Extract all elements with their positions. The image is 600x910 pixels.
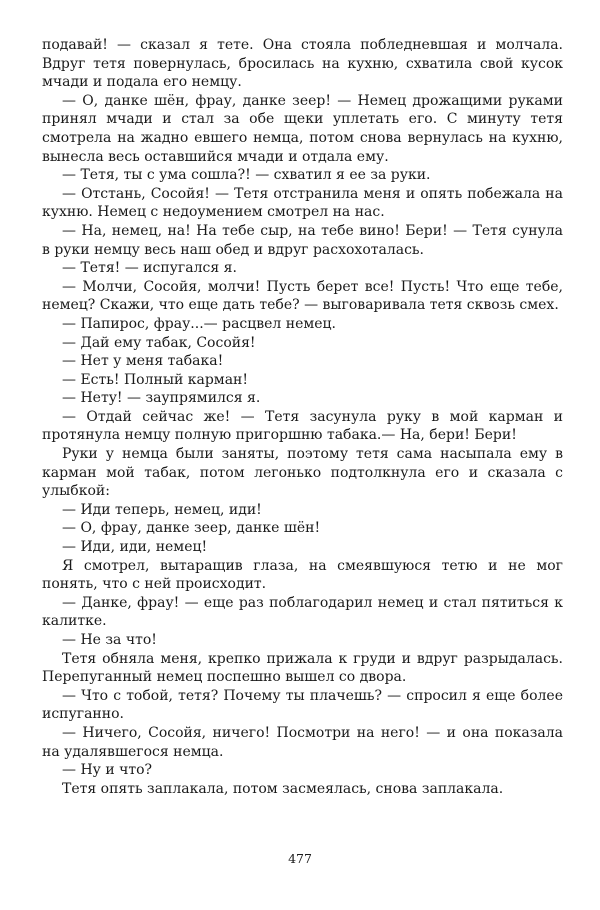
page-number: 477 <box>288 851 312 866</box>
paragraph: — Что с тобой, тетя? Почему ты плачешь? — спросил я еще более испуганно. <box>42 687 563 723</box>
paragraph: — Не за что! <box>62 632 157 648</box>
paragraph: подавай! — сказал я тете. Она стояла побледневшая и молчала. Вдруг тетя повернулась, бросилась на кухню, схватила свой кусок мчади и подала его немцу. <box>42 37 563 91</box>
paragraph: — Иди, иди, немец! <box>62 539 208 556</box>
paragraph: — Ну и что? <box>62 762 153 779</box>
paragraph: — Есть! Полный карман! <box>62 371 248 388</box>
paragraph: — Папирос, фрау...— расцвел немец. <box>62 315 337 332</box>
paragraph: Руки у немца были заняты, поэтому тетя сама насыпала ему в карман мой табак, потом легонько подтолкнула его и сказала с улыбкой: <box>42 446 563 500</box>
paragraph: Я смотрел, вытаращив глаза, на смеявшуюся тетю и не мог понять, что с ней происходит. <box>42 557 563 593</box>
paragraph: — На, немец, на! На тебе сыр, на тебе вино! Бери! — Тетя сунула в руки немцу весь наш обед и вдруг расхохоталась. <box>42 222 563 258</box>
page-body <box>42 36 563 798</box>
paragraph: Тетя обняла меня, крепко прижала к груди и вдруг разрыдалась. Перепуганный немец поспешно вышел со двора. <box>42 650 563 686</box>
paragraph: — Тетя, ты с ума сошла?! — схватил я ее за руки. <box>62 167 431 184</box>
paragraph: — Нет у меня табака! <box>62 353 224 370</box>
paragraph: — Ничего, Сосойя, ничего! Посмотри на него! — и она показала на удалявшегося немца. <box>42 724 563 760</box>
paragraph: — О, данке шён, фрау, данке зеер! — Немец дрожащими руками принял мчади и стал за обе щеки уплетать его. С минуту тетя смотрела на жадно евшего немца, потом снова вернулась на кухню, вынесла весь оставшийся мчади и отдала ему. <box>42 92 563 165</box>
paragraph: — Молчи, Сосойя, молчи! Пусть берет все! Пусть! Что еще тебе, немец? Скажи, что еще дать тебе? — выговаривала тетя сквозь смех. <box>42 278 563 314</box>
paragraph: Тетя опять заплакала, потом засмеялась, снова заплакала. <box>62 780 504 797</box>
paragraph: — О, фрау, данке зеер, данке шён! <box>62 520 321 537</box>
paragraph: — Тетя! — испугался я. <box>62 260 237 277</box>
paragraph: — Данке, фрау! — еще раз поблагодарил немец и стал пятиться к калитке. <box>42 594 563 630</box>
paragraph: — Иди теперь, немец, иди! <box>62 501 262 518</box>
paragraph: — Отдай сейчас же! — Тетя засунула руку в мой карман и протянула немцу полную пригоршню табака.— На, бери! Бери! <box>42 408 563 444</box>
paragraph: — Дай ему табак, Сосойя! <box>62 334 256 351</box>
paragraph: — Нету! — заупрямился я. <box>62 390 261 407</box>
paragraph: — Отстань, Сосойя! — Тетя отстранила меня и опять побежала на кухню. Немец с недоумением смотрел на нас. <box>42 185 563 221</box>
